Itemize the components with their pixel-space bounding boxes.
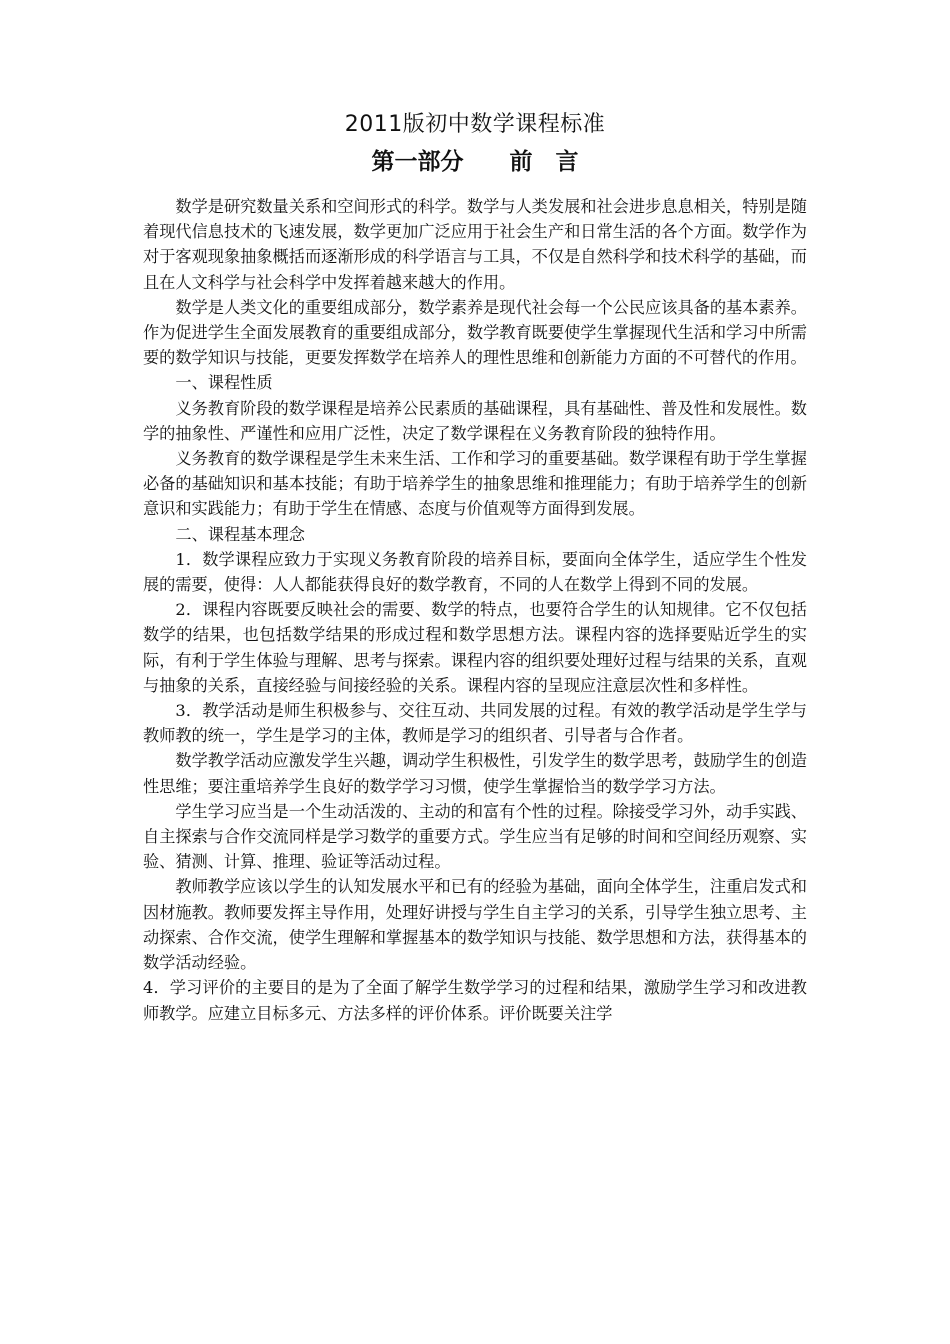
paragraph: 教师教学应该以学生的认知发展水平和已有的经验为基础，面向全体学生，注重启发式和因材施教。教师要发挥主导作用，处理好讲授与学生自主学习的关系，引导学生独立思考、主动探索、合作交流，使学生理解和掌握基本的数学知识与技能、数学思想和方法，获得基本的数学活动经验。: [143, 877, 807, 973]
paragraph: 3．教学活动是师生积极参与、交往互动、共同发展的过程。有效的教学活动是学生学与教师教的统一，学生是学习的主体，教师是学习的组织者、引导者与合作者。: [143, 701, 807, 746]
paragraph: 2．课程内容既要反映社会的需要、数学的特点，也要符合学生的认知规律。它不仅包括数学的结果，也包括数学结果的形成过程和数学思想方法。课程内容的选择要贴近学生的实际，有利于学生体验与理解、思考与探索。课程内容的组织要处理好过程与结果的关系，直观与抽象的关系，直接经验与间接经验的关系。课程内容的呈现应注意层次性和多样性。: [143, 600, 807, 695]
paragraph: 数学是人类文化的重要组成部分，数学素养是现代社会每一个公民应该具备的基本素养。作为促进学生全面发展教育的重要组成部分，数学教育既要使学生掌握现代生活和学习中所需要的数学知识与技能，更要发挥数学在培养人的理性思维和创新能力方面的不可替代的作用。: [143, 297, 807, 368]
document-page: [143, 108, 807, 1026]
part-title: 第一部分 前 言: [371, 149, 579, 175]
paragraph: 二、课程基本理念: [175, 524, 305, 544]
paragraph: 义务教育的数学课程是学生未来生活、工作和学习的重要基础。数学课程有助于学生掌握必备的基础知识和基本技能；有助于培养学生的抽象思维和推理能力；有助于培养学生的创新意识和实践能力；有助于学生在情感、态度与价值观等方面得到发展。: [143, 449, 807, 519]
paragraph: 数学教学活动应激发学生兴趣，调动学生积极性，引发学生的数学思考，鼓励学生的创造性思维；要注重培养学生良好的数学学习习惯，使学生掌握恰当的数学学习方法。: [143, 751, 807, 796]
paragraph: 数学是研究数量关系和空间形式的科学。数学与人类发展和社会进步息息相关，特别是随着现代信息技术的飞速发展，数学更加广泛应用于社会生产和日常生活的各个方面。数学作为对于客观现象抽象概括而逐渐形成的科学语言与工具，不仅是自然科学和技术科学的基础，而且在人文科学与社会科学中发挥着越来越大的作用。: [143, 197, 807, 292]
document-title: 2011版初中数学课程标准: [344, 112, 606, 137]
document-body: [143, 194, 807, 1026]
paragraph: 一、课程性质: [175, 373, 273, 393]
paragraph: 4．学习评价的主要目的是为了全面了解学生数学学习的过程和结果，激励学生学习和改进教师教学。应建立目标多元、方法多样的评价体系。评价既要关注学: [143, 978, 807, 1023]
paragraph: 1．数学课程应致力于实现义务教育阶段的培养目标，要面向全体学生，适应学生个性发展的需要，使得：人人都能获得良好的数学教育，不同的人在数学上得到不同的发展。: [143, 549, 807, 595]
paragraph: 学生学习应当是一个生动活泼的、主动的和富有个性的过程。除接受学习外，动手实践、自主探索与合作交流同样是学习数学的重要方式。学生应当有足够的时间和空间经历观察、实验、猜测、计算、推理、验证等活动过程。: [143, 801, 807, 872]
paragraph: 义务教育阶段的数学课程是培养公民素质的基础课程，具有基础性、普及性和发展性。数学的抽象性、严谨性和应用广泛性，决定了数学课程在义务教育阶段的独特作用。: [143, 398, 807, 443]
